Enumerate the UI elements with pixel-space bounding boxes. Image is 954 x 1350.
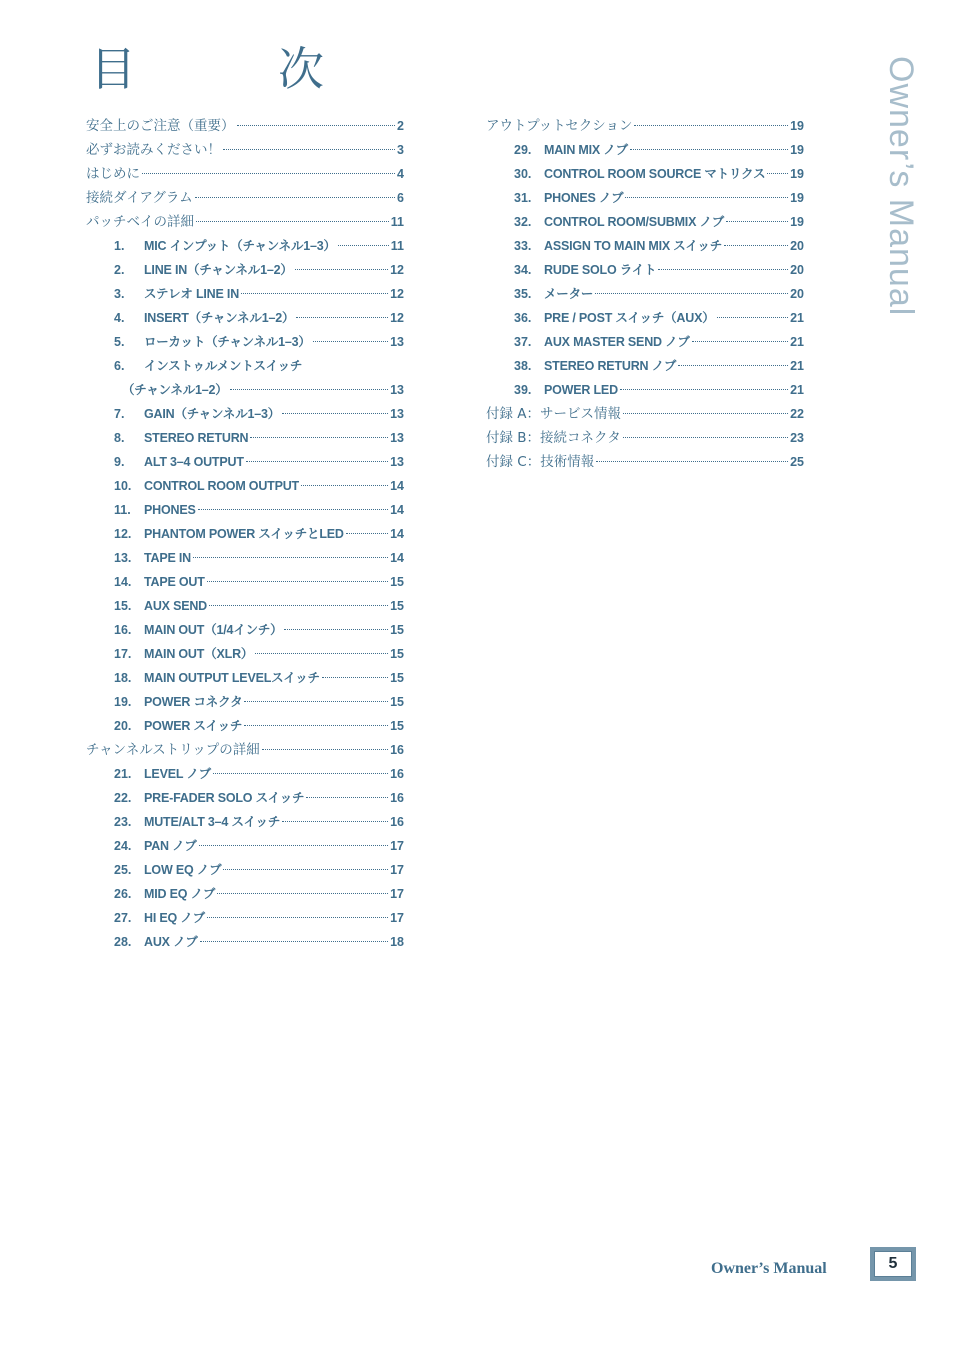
toc-entry[interactable] — [486, 426, 804, 450]
toc-entry[interactable] — [86, 378, 404, 402]
toc-entry-number: 25. — [114, 863, 132, 877]
toc-entry-page: 21 — [790, 335, 804, 349]
toc-entry-label: ステレオ LINE IN — [144, 287, 240, 301]
dot-leader — [595, 293, 788, 294]
toc-entry-page: 19 — [790, 191, 804, 205]
toc-entry-number: 8. — [114, 431, 125, 445]
toc-entry-label: ローカット（チャンネル1–3） — [144, 335, 311, 349]
toc-entry-page: 20 — [790, 239, 804, 253]
dot-leader — [634, 125, 788, 126]
toc-entry[interactable] — [86, 834, 404, 858]
dot-leader — [306, 797, 388, 798]
dot-leader — [207, 581, 388, 582]
toc-entry-number: 4. — [114, 311, 125, 325]
toc-entry-number: 27. — [114, 911, 132, 925]
toc-entry-page: 4 — [397, 167, 404, 181]
toc-entry-label: AUX SEND — [144, 599, 207, 613]
toc-entry-page: 20 — [790, 287, 804, 301]
toc-entry-page: 12 — [390, 263, 404, 277]
toc-entry-page: 13 — [390, 407, 404, 421]
toc-entry-label: AUX MASTER SEND ノブ — [544, 335, 690, 349]
toc-entry[interactable] — [86, 666, 404, 690]
toc-entry-number: 30. — [514, 167, 532, 181]
toc-entry[interactable] — [86, 522, 404, 546]
dot-leader — [198, 509, 389, 510]
toc-entry[interactable] — [486, 162, 804, 186]
dot-leader — [217, 893, 388, 894]
toc-entry[interactable] — [86, 738, 404, 762]
toc-entry-label: TAPE IN — [144, 551, 191, 565]
toc-entry[interactable] — [486, 258, 804, 282]
toc-entry[interactable] — [86, 306, 404, 330]
toc-entry-label: MAIN MIX ノブ — [544, 143, 628, 157]
toc-entry[interactable] — [86, 402, 404, 426]
toc-entry-number: 29. — [514, 143, 532, 157]
toc-entry-number: 23. — [114, 815, 132, 829]
toc-entry-label: MAIN OUTPUT LEVELスイッチ — [144, 671, 320, 685]
dot-leader — [724, 245, 788, 246]
toc-entry[interactable] — [86, 930, 404, 954]
toc-entry-page: 16 — [390, 767, 404, 781]
dot-leader — [213, 773, 388, 774]
dot-leader — [658, 269, 788, 270]
dot-leader — [196, 221, 389, 222]
dot-leader — [223, 869, 388, 870]
dot-leader — [230, 389, 388, 390]
toc-entry-label: CONTROL ROOM SOURCE マトリクス — [544, 167, 766, 181]
dot-leader — [678, 365, 788, 366]
dot-leader — [262, 749, 388, 750]
toc-entry[interactable] — [486, 186, 804, 210]
toc-entry-page: 19 — [790, 167, 804, 181]
dot-leader — [255, 653, 388, 654]
toc-entry-number: 9. — [114, 455, 125, 469]
dot-leader — [250, 437, 388, 438]
toc-entry[interactable] — [486, 282, 804, 306]
toc-entry-number: 26. — [114, 887, 132, 901]
toc-entry[interactable] — [86, 786, 404, 810]
toc-entry[interactable] — [486, 354, 804, 378]
toc-entry-number: 20. — [114, 719, 132, 733]
toc-entry-label: PHONES ノブ — [544, 191, 624, 205]
toc-entry-label: 接続ダイアグラム — [86, 190, 193, 206]
dot-leader — [284, 629, 388, 630]
dot-leader — [207, 917, 388, 918]
toc-entry-page: 14 — [390, 527, 404, 541]
toc-entry-number: 15. — [114, 599, 132, 613]
dot-leader — [726, 221, 788, 222]
toc-entry[interactable] — [86, 498, 404, 522]
toc-entry-label: PRE / POST スイッチ（AUX） — [544, 311, 715, 325]
dot-leader — [246, 461, 388, 462]
dot-leader — [193, 557, 388, 558]
dot-leader — [620, 389, 788, 390]
dot-leader — [322, 677, 388, 678]
side-title: Owner’s Manual — [882, 56, 920, 317]
toc-entry[interactable] — [86, 570, 404, 594]
toc-entry-number: 11. — [114, 503, 131, 517]
toc-entry-label: LINE IN（チャンネル1–2） — [144, 263, 293, 277]
toc-entry-label: POWER LED — [544, 383, 618, 397]
dot-leader — [630, 149, 788, 150]
toc-entry-label: パッチベイの詳細 — [86, 214, 194, 230]
toc-entry-number: 22. — [114, 791, 132, 805]
toc-entry-page: 17 — [390, 839, 404, 853]
toc-entry[interactable] — [86, 282, 404, 306]
toc-entry-number: 39. — [514, 383, 532, 397]
toc-entry[interactable] — [486, 330, 804, 354]
toc-entry-page: 15 — [390, 599, 404, 613]
toc-entry[interactable] — [486, 138, 804, 162]
toc-entry-page: 20 — [790, 263, 804, 277]
toc-entry-label: RUDE SOLO ライト — [544, 263, 657, 277]
page-number: 5 — [874, 1251, 912, 1277]
toc-entry-label: MUTE/ALT 3–4 スイッチ — [144, 815, 281, 829]
toc-column-left — [86, 114, 404, 954]
toc-entry-label: MAIN OUT（1/4インチ） — [144, 623, 283, 637]
page-title: 目 次 — [90, 42, 372, 96]
toc-entry-label: 付録 B：接続コネクタ — [486, 430, 621, 446]
dot-leader — [623, 437, 788, 438]
toc-entry-page: 19 — [790, 215, 804, 229]
toc-entry-page: 23 — [790, 431, 804, 445]
toc-entry-page: 16 — [390, 815, 404, 829]
toc-entry-number: 7. — [114, 407, 125, 421]
toc-entry[interactable] — [486, 378, 804, 402]
toc-entry-page: 18 — [390, 935, 404, 949]
toc-entry-page: 14 — [390, 551, 404, 565]
dot-leader — [200, 941, 388, 942]
toc-entry-label: TAPE OUT — [144, 575, 205, 589]
toc-entry[interactable] — [86, 546, 404, 570]
toc-column-right — [486, 114, 804, 474]
toc-entry-label: GAIN（チャンネル1–3） — [144, 407, 281, 421]
toc-entry[interactable] — [86, 618, 404, 642]
toc-entry-page: 21 — [790, 311, 804, 325]
toc-entry-label: PAN ノブ — [144, 839, 197, 853]
toc-entry[interactable] — [86, 426, 404, 450]
dot-leader — [767, 173, 788, 174]
toc-entry[interactable] — [486, 234, 804, 258]
toc-entry-label: POWER コネクタ — [144, 695, 243, 709]
toc-entry-page: 15 — [390, 575, 404, 589]
dot-leader — [244, 701, 388, 702]
dot-leader — [295, 269, 388, 270]
dot-leader — [142, 173, 395, 174]
toc-entry-page: 15 — [390, 719, 404, 733]
toc-entry-label: （チャンネル1–2） — [122, 383, 228, 397]
toc-entry-label: POWER スイッチ — [144, 719, 243, 733]
toc-entry-page: 13 — [390, 431, 404, 445]
toc-entry-label: 必ずお読みください！ — [86, 142, 221, 158]
toc-entry-number: 35. — [514, 287, 532, 301]
dot-leader — [244, 725, 388, 726]
toc-entry-label: 安全上のご注意（重要） — [86, 118, 235, 134]
dot-leader — [623, 413, 788, 414]
toc-entry-label: ALT 3–4 OUTPUT — [144, 455, 244, 469]
toc-entry-label: AUX ノブ — [144, 935, 198, 949]
dot-leader — [241, 293, 388, 294]
toc-entry[interactable] — [486, 210, 804, 234]
toc-entry[interactable] — [86, 258, 404, 282]
toc-entry-label: CONTROL ROOM/SUBMIX ノブ — [544, 215, 725, 229]
dot-leader — [346, 533, 388, 534]
toc-entry-label: MAIN OUT（XLR） — [144, 647, 254, 661]
toc-entry-number: 1. — [114, 239, 125, 253]
toc-entry[interactable] — [86, 594, 404, 618]
toc-entry[interactable] — [86, 690, 404, 714]
toc-entry-number: 37. — [514, 335, 532, 349]
toc-entry-number: 2. — [114, 263, 125, 277]
toc-entry[interactable] — [86, 810, 404, 834]
dot-leader — [199, 845, 388, 846]
toc-entry-page: 15 — [390, 671, 404, 685]
toc-entry-page: 15 — [390, 695, 404, 709]
toc-entry-label: STEREO RETURN — [144, 431, 249, 445]
toc-entry-page: 11 — [390, 215, 404, 229]
toc-entry-page: 15 — [390, 623, 404, 637]
dot-leader — [313, 341, 388, 342]
toc-entry-label: 付録 C：技術情報 — [486, 454, 595, 470]
toc-entry-number: 32. — [514, 215, 532, 229]
toc-entry-number: 3. — [114, 287, 125, 301]
toc-entry-label: CONTROL ROOM OUTPUT — [144, 479, 299, 493]
toc-entry[interactable] — [86, 450, 404, 474]
toc-entry-number: 17. — [114, 647, 132, 661]
toc-entry-number: 38. — [514, 359, 532, 373]
toc-entry[interactable] — [86, 162, 404, 186]
dot-leader — [296, 317, 388, 318]
dot-leader — [338, 245, 389, 246]
toc-entry[interactable] — [486, 306, 804, 330]
toc-entry[interactable] — [86, 762, 404, 786]
toc-entry-label: PHONES — [144, 503, 196, 517]
toc-entry[interactable] — [86, 354, 404, 378]
dot-leader — [692, 341, 788, 342]
toc-entry-number: 13. — [114, 551, 132, 565]
toc-entry-page: 25 — [790, 455, 804, 469]
toc-entry-label: LOW EQ ノブ — [144, 863, 222, 877]
toc-entry-page: 12 — [390, 311, 404, 325]
toc-entry-page: 17 — [390, 911, 404, 925]
toc-entry-label: はじめに — [86, 166, 140, 182]
page-number-box — [870, 1247, 916, 1281]
toc-entry-number: 12. — [114, 527, 132, 541]
toc-entry-label: PRE-FADER SOLO スイッチ — [144, 791, 305, 805]
toc-entry[interactable] — [86, 114, 404, 138]
toc-entry-number: 10. — [114, 479, 132, 493]
toc-entry[interactable] — [86, 330, 404, 354]
toc-entry-page: 12 — [390, 287, 404, 301]
dot-leader — [625, 197, 788, 198]
toc-entry-page: 6 — [397, 191, 404, 205]
dot-leader — [596, 461, 788, 462]
toc-entry-number: 33. — [514, 239, 532, 253]
toc-entry-page: 13 — [390, 455, 404, 469]
toc-entry-label: INSERT（チャンネル1–2） — [144, 311, 295, 325]
dot-leader — [223, 149, 395, 150]
footer-label: Owner’s Manual — [711, 1260, 827, 1277]
toc-entry-page: 21 — [790, 359, 804, 373]
toc-entry-number: 14. — [114, 575, 132, 589]
toc-entry-number: 21. — [114, 767, 132, 781]
toc-entry-label: メーター — [544, 287, 594, 301]
toc-entry-number: 6. — [114, 359, 125, 373]
toc-entry-label: チャンネルストリップの詳細 — [86, 742, 260, 758]
toc-entry-page: 19 — [790, 119, 804, 133]
toc-entry-number: 5. — [114, 335, 125, 349]
toc-entry-number: 16. — [114, 623, 132, 637]
toc-entry-label: LEVEL ノブ — [144, 767, 211, 781]
toc-entry-page: 15 — [390, 647, 404, 661]
toc-entry-label: インストゥルメントスイッチ — [144, 359, 303, 373]
toc-entry-number: 19. — [114, 695, 132, 709]
toc-entry-page: 2 — [397, 119, 404, 133]
toc-entry-page: 16 — [390, 743, 404, 757]
toc-entry-label: STEREO RETURN ノブ — [544, 359, 677, 373]
dot-leader — [282, 413, 388, 414]
dot-leader — [717, 317, 789, 318]
toc-entry[interactable] — [486, 402, 804, 426]
toc-entry[interactable] — [86, 906, 404, 930]
toc-entry-number: 36. — [514, 311, 532, 325]
toc-entry-label: MID EQ ノブ — [144, 887, 216, 901]
toc-entry[interactable] — [86, 210, 404, 234]
dot-leader — [301, 485, 388, 486]
toc-entry-page: 16 — [390, 791, 404, 805]
toc-entry[interactable] — [86, 474, 404, 498]
toc-entry-number: 34. — [514, 263, 532, 277]
toc-entry-label: 付録 A：サービス情報 — [486, 406, 622, 422]
toc-entry[interactable] — [86, 642, 404, 666]
dot-leader — [195, 197, 395, 198]
toc-entry-page: 17 — [390, 863, 404, 877]
toc-entry-page: 14 — [390, 479, 404, 493]
toc-entry[interactable] — [486, 114, 804, 138]
toc-entry-page: 21 — [790, 383, 804, 397]
toc-entry-label: アウトプットセクション — [486, 118, 633, 134]
toc-entry[interactable] — [86, 138, 404, 162]
toc-entry-number: 31. — [514, 191, 532, 205]
toc-entry-page: 11 — [390, 239, 404, 253]
dot-leader — [282, 821, 388, 822]
toc-entry-page: 13 — [390, 335, 404, 349]
toc-entry-page: 14 — [390, 503, 404, 517]
toc-entry-label: ASSIGN TO MAIN MIX スイッチ — [544, 239, 723, 253]
toc-entry[interactable] — [86, 714, 404, 738]
toc-entry[interactable] — [86, 858, 404, 882]
toc-entry-number: 24. — [114, 839, 132, 853]
toc-entry[interactable] — [486, 450, 804, 474]
toc-entry-page: 17 — [390, 887, 404, 901]
toc-entry-number: 18. — [114, 671, 132, 685]
dot-leader — [209, 605, 388, 606]
toc-entry[interactable] — [86, 186, 404, 210]
toc-entry-page: 3 — [397, 143, 404, 157]
dot-leader — [237, 125, 396, 126]
toc-entry-label: MIC インプット（チャンネル1–3） — [144, 239, 336, 253]
toc-entry-label: PHANTOM POWER スイッチとLED — [144, 527, 344, 541]
toc-entry[interactable] — [86, 234, 404, 258]
toc-entry-page: 22 — [790, 407, 804, 421]
toc-entry-label: HI EQ ノブ — [144, 911, 205, 925]
toc-entry-page: 19 — [790, 143, 804, 157]
toc-entry-page: 13 — [390, 383, 404, 397]
toc-entry-number: 28. — [114, 935, 132, 949]
toc-entry[interactable] — [86, 882, 404, 906]
